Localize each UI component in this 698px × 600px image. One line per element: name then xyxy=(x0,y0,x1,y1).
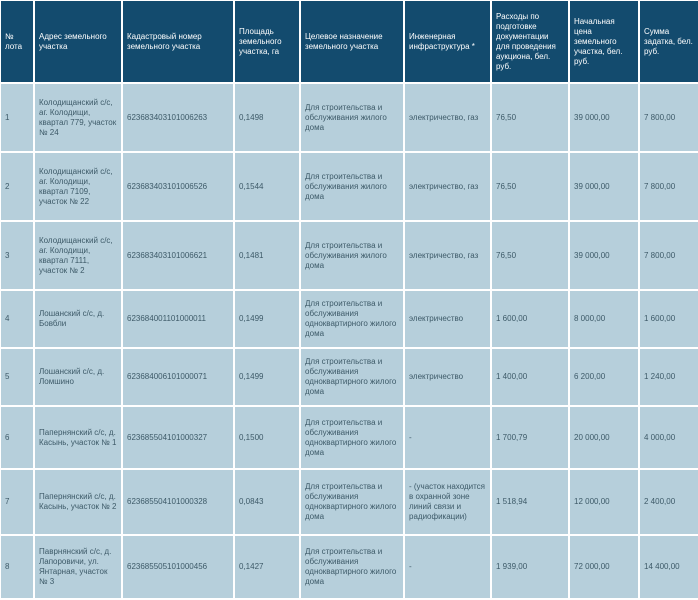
table-row xyxy=(1,470,698,534)
cell-lot-number: 1 xyxy=(1,84,33,151)
header-lot-number: № лота xyxy=(1,1,33,82)
cell-address: Лошанский с/с, д. Ломшино xyxy=(35,349,121,405)
cell-cadastral-number: 623684006101000071 xyxy=(123,349,233,405)
cell-initial-price: 39 000,00 xyxy=(570,153,638,220)
cell-initial-price: 39 000,00 xyxy=(570,84,638,151)
cell-area: 0,1498 xyxy=(235,84,299,151)
table-row xyxy=(1,222,698,289)
cell-expenses: 1 600,00 xyxy=(492,291,568,347)
table-row xyxy=(1,349,698,405)
cell-cadastral-number: 623683403101006621 xyxy=(123,222,233,289)
cell-infrastructure: - xyxy=(405,536,490,598)
header-expenses: Расходы по подготовке документации для проведения аукциона, бел. руб. xyxy=(492,1,568,82)
table-row xyxy=(1,407,698,468)
cell-infrastructure: электричество xyxy=(405,291,490,347)
cell-infrastructure: - (участок находится в охранной зоне линий связи и радиофикации) xyxy=(405,470,490,534)
cell-area: 0,0843 xyxy=(235,470,299,534)
cell-infrastructure: электричество, газ xyxy=(405,222,490,289)
cell-initial-price: 72 000,00 xyxy=(570,536,638,598)
header-purpose: Целевое назначение земельного участка xyxy=(301,1,403,82)
header-address: Адрес земельного участка xyxy=(35,1,121,82)
cell-address: Папернянский с/с, д. Касынь, участок № 1 xyxy=(35,407,121,468)
cell-address: Папернянский с/с, д. Касынь, участок № 2 xyxy=(35,470,121,534)
cell-address: Лошанский с/с, д. Бовбли xyxy=(35,291,121,347)
cell-expenses: 1 518,94 xyxy=(492,470,568,534)
cell-area: 0,1544 xyxy=(235,153,299,220)
cell-deposit: 4 000,00 xyxy=(640,407,698,468)
cell-initial-price: 6 200,00 xyxy=(570,349,638,405)
cell-expenses: 1 700,79 xyxy=(492,407,568,468)
cell-expenses: 1 400,00 xyxy=(492,349,568,405)
cell-cadastral-number: 623683403101006526 xyxy=(123,153,233,220)
cell-deposit: 7 800,00 xyxy=(640,222,698,289)
cell-lot-number: 3 xyxy=(1,222,33,289)
cell-initial-price: 8 000,00 xyxy=(570,291,638,347)
cell-lot-number: 8 xyxy=(1,536,33,598)
cell-infrastructure: - xyxy=(405,407,490,468)
cell-deposit: 2 400,00 xyxy=(640,470,698,534)
cell-area: 0,1499 xyxy=(235,349,299,405)
cell-purpose: Для строительства и обслуживания одноквартирного жилого дома xyxy=(301,349,403,405)
cell-purpose: Для строительства и обслуживания одноквартирного жилого дома xyxy=(301,536,403,598)
table-row xyxy=(1,84,698,151)
cell-cadastral-number: 623684001101000011 xyxy=(123,291,233,347)
cell-expenses: 76,50 xyxy=(492,222,568,289)
header-row xyxy=(1,1,698,82)
cell-area: 0,1500 xyxy=(235,407,299,468)
header-initial-price: Начальная цена земельного участка, бел. руб. xyxy=(570,1,638,82)
cell-deposit: 1 600,00 xyxy=(640,291,698,347)
cell-lot-number: 4 xyxy=(1,291,33,347)
header-area: Площадь земельного участка, га xyxy=(235,1,299,82)
cell-purpose: Для строительства и обслуживания жилого дома xyxy=(301,153,403,220)
table-row xyxy=(1,536,698,598)
cell-expenses: 1 939,00 xyxy=(492,536,568,598)
table-row xyxy=(1,291,698,347)
cell-cadastral-number: 623683403101006263 xyxy=(123,84,233,151)
cell-expenses: 76,50 xyxy=(492,153,568,220)
cell-purpose: Для строительства и обслуживания жилого дома xyxy=(301,84,403,151)
cell-lot-number: 6 xyxy=(1,407,33,468)
cell-expenses: 76,50 xyxy=(492,84,568,151)
cell-cadastral-number: 623685504101000327 xyxy=(123,407,233,468)
cell-cadastral-number: 623685504101000328 xyxy=(123,470,233,534)
cell-purpose: Для строительства и обслуживания одноквартирного жилого дома xyxy=(301,407,403,468)
cell-initial-price: 12 000,00 xyxy=(570,470,638,534)
cell-purpose: Для строительства и обслуживания жилого дома xyxy=(301,222,403,289)
cell-address: Колодищанский с/с, аг. Колодищи, квартал 7111, участок № 2 xyxy=(35,222,121,289)
cell-area: 0,1481 xyxy=(235,222,299,289)
cell-deposit: 7 800,00 xyxy=(640,84,698,151)
cell-infrastructure: электричество xyxy=(405,349,490,405)
cell-initial-price: 20 000,00 xyxy=(570,407,638,468)
cell-lot-number: 5 xyxy=(1,349,33,405)
cell-area: 0,1427 xyxy=(235,536,299,598)
cell-deposit: 14 400,00 xyxy=(640,536,698,598)
cell-purpose: Для строительства и обслуживания одноквартирного жилого дома xyxy=(301,470,403,534)
cell-infrastructure: электричество, газ xyxy=(405,84,490,151)
cell-deposit: 1 240,00 xyxy=(640,349,698,405)
cell-cadastral-number: 623685505101000456 xyxy=(123,536,233,598)
header-deposit: Сумма задатка, бел. руб. xyxy=(640,1,698,82)
cell-lot-number: 7 xyxy=(1,470,33,534)
cell-address: Колодищанский с/с, аг. Колодищи, квартал 779, участок № 24 xyxy=(35,84,121,151)
cell-address: Колодищанский с/с, аг. Колодищи, квартал 7109, участок № 22 xyxy=(35,153,121,220)
cell-purpose: Для строительства и обслуживания одноквартирного жилого дома xyxy=(301,291,403,347)
header-infrastructure: Инженерная инфраструктура * xyxy=(405,1,490,82)
table-row xyxy=(1,153,698,220)
header-cadastral-number: Кадастровый номер земельного участка xyxy=(123,1,233,82)
cell-area: 0,1499 xyxy=(235,291,299,347)
cell-initial-price: 39 000,00 xyxy=(570,222,638,289)
cell-deposit: 7 800,00 xyxy=(640,153,698,220)
cell-address: Паврнянский с/с, д. Лапоровичи, ул. Янтарная, участок № 3 xyxy=(35,536,121,598)
cell-lot-number: 2 xyxy=(1,153,33,220)
cell-infrastructure: электричество, газ xyxy=(405,153,490,220)
